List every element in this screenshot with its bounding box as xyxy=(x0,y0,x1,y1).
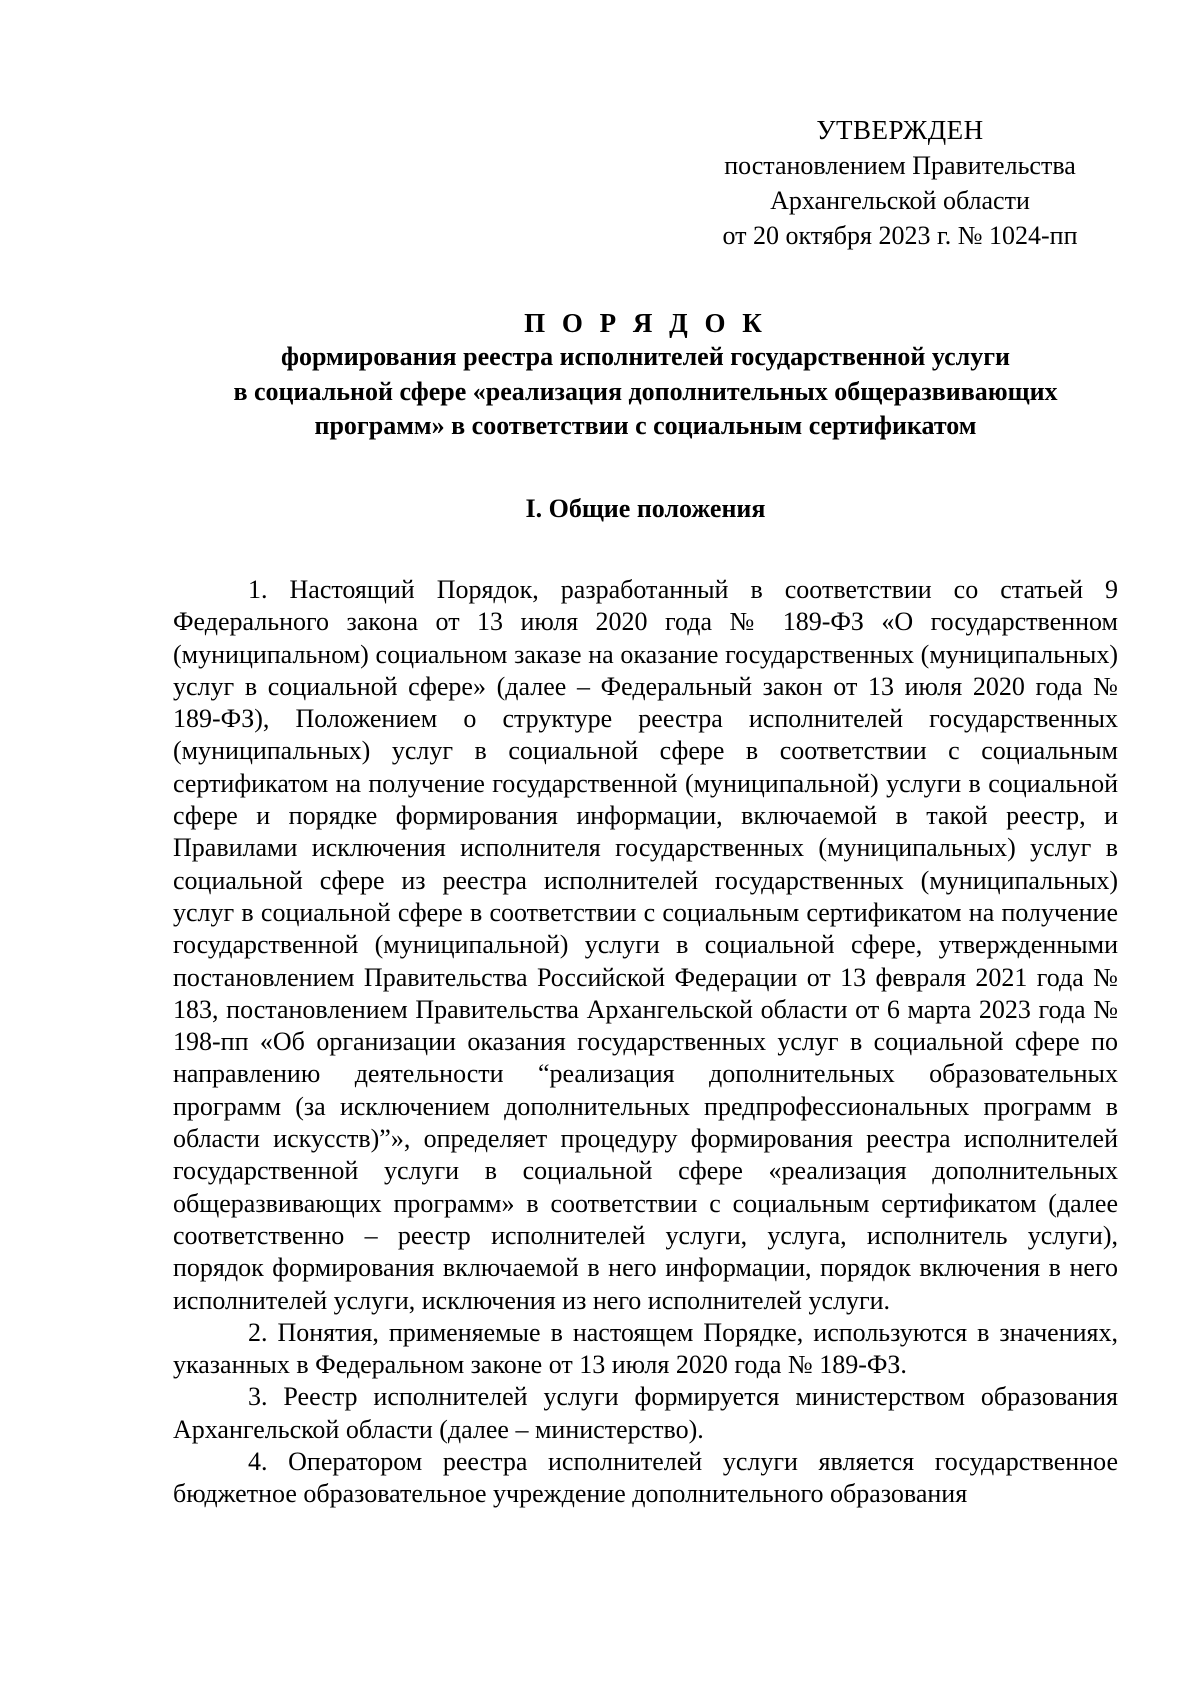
paragraph: 1. Настоящий Порядок, разработанный в соответствии со статьей 9 Федерального закона от 13 июля 2020 года № 189-ФЗ «О государственном (муниципальном) социальном заказе на оказание государственных (муниципальных) услуг в социальной сфере» (далее – Федеральный закон от 13 июля 2020 года № 189-ФЗ), Положением о структуре реестра исполнителей государственных (муниципальных) услуг в социальной сфере в соответствии с социальным сертификатом на получение государственной (муниципальной) услуги в социальной сфере и порядке формирования информации, включаемой в такой реестр, и Правилами исключения исполнителя государственных (муниципальных) услуг в социальной сфере из реестра исполнителей государственных (муниципальных) услуг в социальной сфере в соответствии с социальным сертификатом на получение государственной (муниципальной) услуги в социальной сфере, утвержденными постановлением Правительства Российской Федерации от 13 февраля 2021 года № 183, постановлением Правительства Архангельской области от 6 марта 2023 года № 198-пп «Об организации оказания государственных услуг в социальной сфере по направлению деятельности “реализация дополнительных образовательных программ (за исключением дополнительных предпрофессиональных программ в области искусств)”», определяет процедуру формирования реестра исполнителей государственной услуги в социальной сфере «реализация дополнительных общеразвивающих программ» в соответствии с социальным сертификатом (далее соответственно – реестр исполнителей услуги, услуга, исполнитель услуги), порядок формирования включаемой в него информации, порядок включения в него исполнителей услуги, исключения из него исполнителей услуги. xyxy=(173,575,1118,1315)
subtitle-line: программ» в соответствии с социальным сертификатом xyxy=(314,411,977,440)
paragraph: 3. Реестр исполнителей услуги формируется министерством образования Архангельской области (далее – министерство). xyxy=(173,1382,1118,1444)
approval-title: УТВЕРЖДЕН xyxy=(816,115,984,145)
document-title: П О Р Я Д О К xyxy=(524,308,767,338)
document-subtitle xyxy=(173,340,1118,444)
approval-line: Архангельской области xyxy=(770,186,1030,215)
approval-line: постановлением Правительства xyxy=(724,151,1076,180)
section-title: I. Общие положения xyxy=(525,494,766,523)
subtitle-line: формирования реестра исполнителей государственной услуги xyxy=(281,342,1010,371)
approval-stamp xyxy=(690,113,1110,253)
paragraph: 2. Понятия, применяемые в настоящем Порядке, используются в значениях, указанных в Федеральном законе от 13 июля 2020 года № 189-ФЗ. xyxy=(173,1317,1118,1380)
subtitle-line: в социальной сфере «реализация дополнительных общеразвивающих xyxy=(233,376,1058,406)
approval-date-line: от 20 октября 2023 г. № 1024-пп xyxy=(722,221,1078,250)
document-body xyxy=(173,574,1118,1511)
paragraph: 4. Оператором реестра исполнителей услуги является государственное бюджетное образовательное учреждение дополнительного образования xyxy=(173,1447,1118,1509)
